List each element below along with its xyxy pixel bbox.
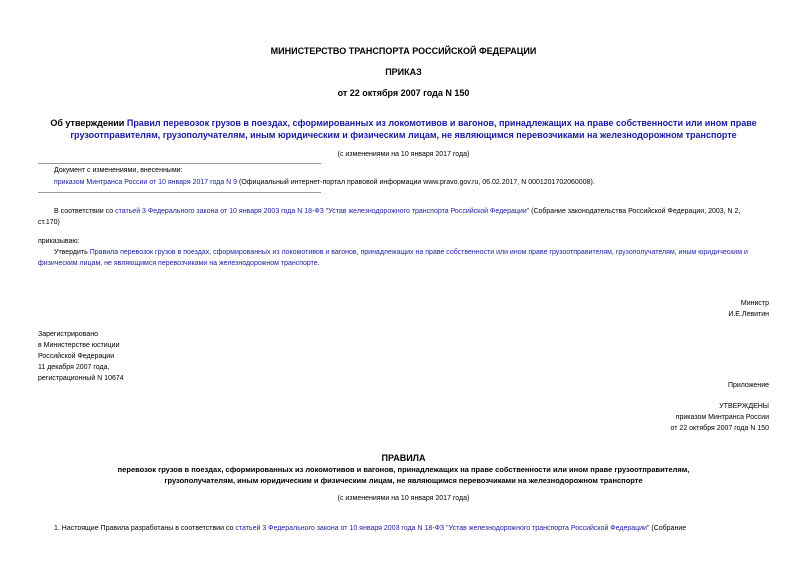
basis-source: (Собрание законодательства Российской Федерации, 2003, N 2, <box>529 208 741 215</box>
order-item-prefix: Утвердить <box>54 249 90 256</box>
signature-position: Министр <box>740 300 769 307</box>
order-item-line2 <box>38 259 320 269</box>
rules-subtitle-line1: перевозок грузов в поездах, сформированных из локомотивов и вагонов, принадлежащих на праве собственности или ином праве грузоотправителям, <box>117 465 690 474</box>
basis-prefix: В соответствии со <box>54 208 116 215</box>
registration-line: регистрационный N 10674 <box>38 375 124 382</box>
basis-law-link[interactable]: статьей 3 Федерального закона от 10 января 2003 года N 18-ФЗ "Устав железнодорожного транспорта Российской Федерации" <box>115 208 530 215</box>
title-rules-link[interactable]: Правил перевозок грузов в поездах, сформированных из локомотивов и вагонов, принадлежащих на праве собственности или ином праве <box>126 118 757 128</box>
rules-subtitle-line2: грузополучателям, иным юридическим и физическим лицам, не являющимся перевозчиками на железнодорожном транспорте <box>164 476 643 485</box>
registration-line: Российской Федерации <box>38 353 115 360</box>
order-rules-link-cont[interactable]: физическим лицам, не являющимся перевозчиками на железнодорожном транспорте <box>38 260 318 267</box>
para1-law-link[interactable]: статьей 3 Федерального закона от 10 января 2003 года N 18-ФЗ "Устав железнодорожного транспорта Российской Федерации" <box>235 525 650 532</box>
ministry-name: МИНИСТЕРСТВО ТРАНСПОРТА РОССИЙСКОЙ ФЕДЕРАЦИИ <box>270 46 537 56</box>
order-item-line1 <box>54 248 770 258</box>
doc-date-number: от 22 октября 2007 года N 150 <box>337 88 470 98</box>
changes-label: Документ с изменениями, внесенными: <box>54 167 183 174</box>
divider-bottom <box>38 192 321 193</box>
divider-top <box>38 163 321 164</box>
approved-label: УТВЕРЖДЕНЫ <box>719 403 769 410</box>
title-prefix: Об утверждении <box>50 118 127 128</box>
para1-suffix: (Собрание <box>649 525 687 532</box>
signature-name: И.Е.Левитин <box>728 311 769 318</box>
title-rules-link-cont[interactable]: грузоотправителям, грузополучателям, иным юридическим и физическим лицам, не являющимся перевозчиками на железнодорожном транспорте <box>70 130 737 140</box>
registration-line: Зарегистрировано <box>38 331 98 338</box>
order-item-suffix: . <box>317 260 320 267</box>
doc-title-line2 <box>0 129 807 141</box>
registration-line: в Министерстве юстиции <box>38 342 120 349</box>
approved-date: от 22 октября 2007 года N 150 <box>670 425 769 432</box>
doc-title-line1 <box>0 117 807 129</box>
rules-paragraph-1 <box>54 524 770 534</box>
amendments-note: (с изменениями на 10 января 2017 года) <box>337 151 470 158</box>
changes-source: (Официальный интернет-портал правовой информации www.pravo.gov.ru, 06.02.2017, N 0001201702060008). <box>237 179 595 186</box>
basis-line2: ст.170) <box>38 219 60 226</box>
changes-line <box>54 178 595 188</box>
basis-line1 <box>54 207 774 217</box>
registration-line: 11 декабря 2007 года, <box>38 364 110 371</box>
appendix-label: Приложение <box>727 382 769 389</box>
order-label: приказываю: <box>38 238 80 245</box>
approved-by-order: приказом Минтранса России <box>675 414 769 421</box>
para1-prefix: 1. Настоящие Правила разработаны в соответствии со <box>54 525 236 532</box>
rules-amendments-note: (с изменениями на 10 января 2017 года) <box>337 495 470 502</box>
changes-order-link[interactable]: приказом Минтранса России от 10 января 2017 года N 9 <box>54 179 238 186</box>
doc-type: ПРИКАЗ <box>385 67 422 77</box>
rules-heading: ПРАВИЛА <box>381 453 426 463</box>
order-rules-link[interactable]: Правила перевозок грузов в поездах, сформированных из локомотивов и вагонов, принадлежащих на праве собственности или ином праве грузоотправителям, грузополучателям, иным юридическим и <box>89 249 748 256</box>
